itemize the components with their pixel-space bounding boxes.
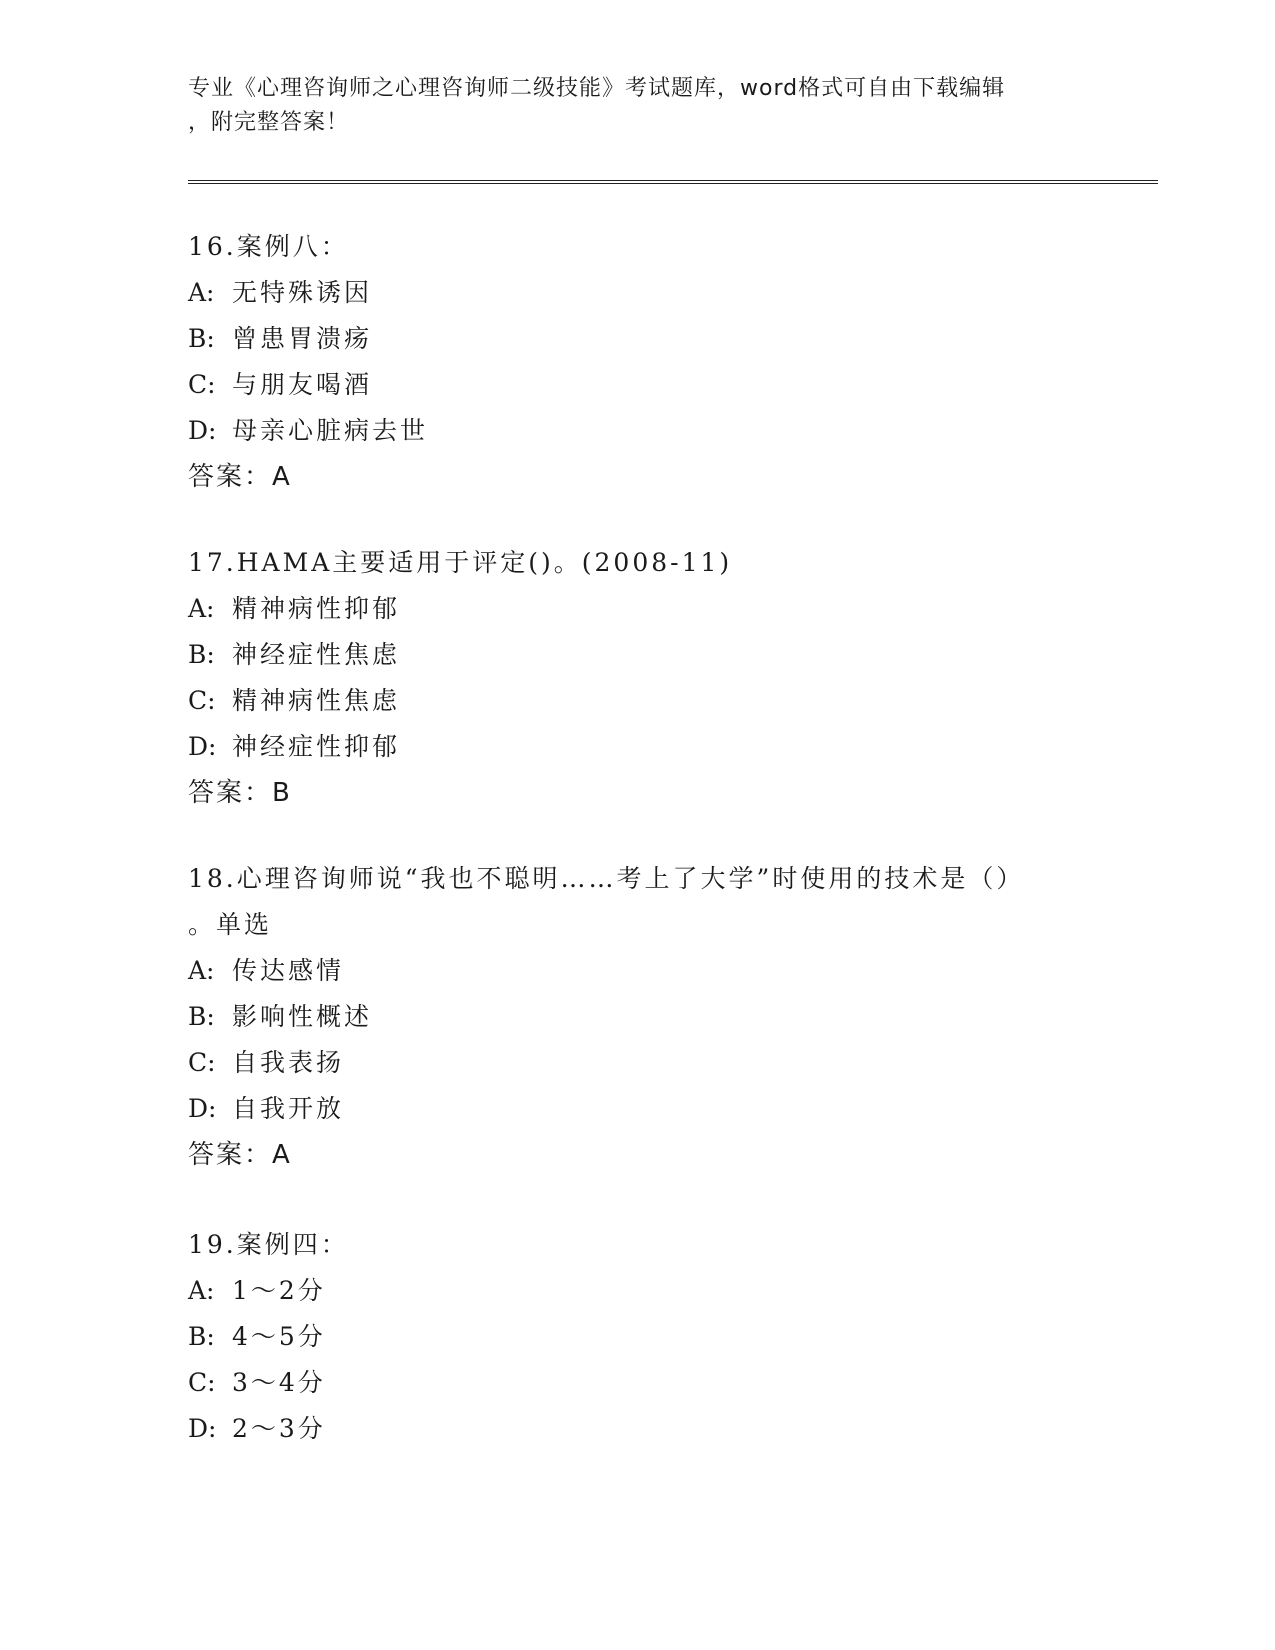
- question-title: 16.案例八：: [188, 232, 349, 261]
- header-line-1: 专业《心理咨询师之心理咨询师二级技能》考试题库，word格式可自由下载编辑: [188, 76, 1006, 101]
- option-a: A: 无特殊诱因: [188, 278, 373, 307]
- option-a: A: 传达感情: [188, 956, 345, 985]
- option-d: D: 自我开放: [188, 1094, 345, 1123]
- option-a: A: 1～2分: [188, 1276, 326, 1305]
- question-title: 17.HAMA主要适用于评定()。(2008-11): [188, 548, 733, 577]
- option-d: D: 神经症性抑郁: [188, 732, 401, 761]
- question-19: [188, 1222, 1088, 1452]
- option-b: B: 影响性概述: [188, 1002, 373, 1031]
- question-17: [188, 540, 1088, 816]
- question-16: [188, 224, 1088, 500]
- answer-line: 答案：A: [188, 1140, 292, 1170]
- option-c: C: 与朋友喝酒: [188, 370, 373, 399]
- answer-line: 答案：A: [188, 462, 292, 492]
- answer-line: 答案：B: [188, 778, 292, 808]
- question-18: [188, 856, 1088, 1178]
- option-d: D: 母亲心脏病去世: [188, 416, 429, 445]
- header-line-2: ，附完整答案！: [188, 110, 350, 135]
- option-b: B: 曾患胃溃疡: [188, 324, 373, 353]
- option-b: B: 神经症性焦虑: [188, 640, 401, 669]
- option-c: C: 3～4分: [188, 1368, 326, 1397]
- question-title-continued: 。单选: [188, 910, 273, 939]
- option-a: A: 精神病性抑郁: [188, 594, 401, 623]
- option-d: D: 2～3分: [188, 1414, 326, 1443]
- option-c: C: 自我表扬: [188, 1048, 345, 1077]
- header-divider: [188, 180, 1158, 184]
- option-b: B: 4～5分: [188, 1322, 326, 1351]
- question-title: 19.案例四：: [188, 1230, 349, 1259]
- document-header: [188, 72, 1088, 140]
- question-title: 18.心理咨询师说“我也不聪明……考上了大学”时使用的技术是（）: [188, 864, 1025, 893]
- option-c: C: 精神病性焦虑: [188, 686, 401, 715]
